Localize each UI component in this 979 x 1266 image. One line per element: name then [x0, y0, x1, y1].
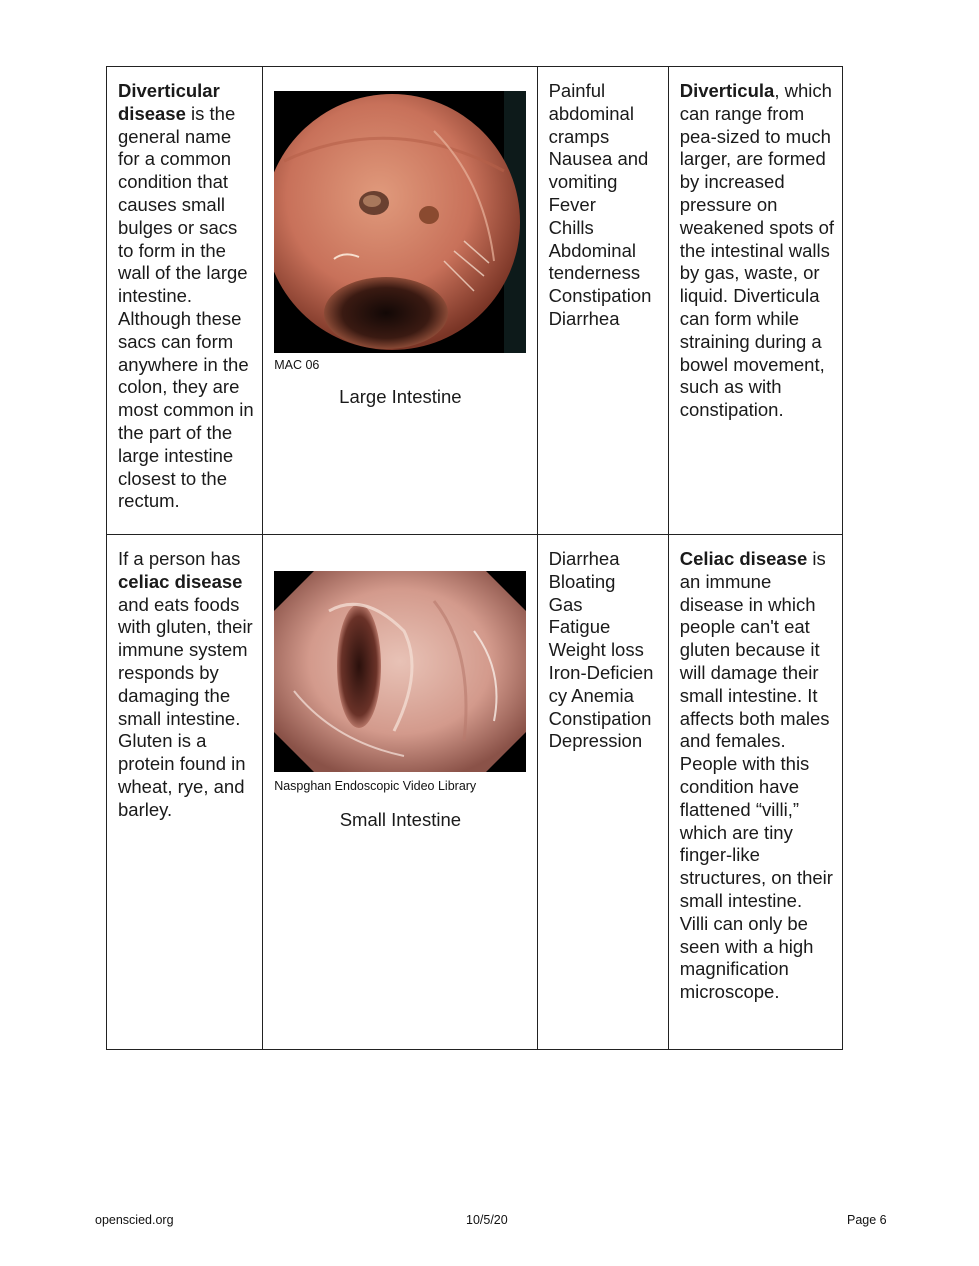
image-cell [263, 67, 537, 535]
description-text-lead: If a person has [118, 548, 241, 569]
image-credit: MAC 06 [274, 358, 320, 372]
footer-website: openscied.org [95, 1213, 174, 1227]
description-cell [107, 535, 263, 1050]
small-intestine-endoscopy-image [274, 571, 526, 772]
symptoms-cell [537, 67, 668, 535]
symptom-item: Bloating [548, 570, 616, 592]
description-cell [107, 67, 263, 535]
symptom-item: Abdominal tenderness [548, 239, 641, 284]
colon-endoscopy-image [274, 91, 526, 353]
image-cell [263, 535, 537, 1050]
image-caption: Large Intestine [339, 386, 462, 407]
term-bold: celiac disease [118, 570, 243, 592]
symptom-item: Painful abdominal cramps [548, 80, 634, 147]
symptom-item: Gas [548, 593, 583, 615]
term-bold: Celiac disease [679, 548, 808, 569]
symptom-item: Constipation [548, 707, 652, 729]
symptom-item: Nausea and vomiting [548, 148, 649, 193]
symptom-item: Constipation [548, 285, 652, 307]
description-text: and eats foods with gluten, their immune system responds by damaging the small intestine. Gluten is a protein found in wheat, rye, and barley. [118, 593, 253, 820]
table-row-diverticular [107, 67, 843, 535]
symptom-item: Fever [548, 193, 596, 215]
table-row-celiac [107, 535, 843, 1050]
notes-text: , which can range from pea-sized to much larger, are formed by increased pressure on weakened spots of the intestinal walls by gas, waste, or liquid. Diverticula can form while straining during a bowel movement, such as with constipation. [679, 80, 835, 421]
notes-text: is an immune disease in which people can't eat gluten because it will damage their small intestine. It affects both males and females. People with this condition have flattened “villi,” which are tiny finger-like structures, on their small intestine. Villi can only be seen with a high magnification microscope. [679, 548, 833, 1003]
footer-page-number: Page 6 [847, 1213, 887, 1227]
notes-cell [668, 67, 842, 535]
notes-cell [668, 535, 842, 1050]
symptom-item: Diarrhea [548, 548, 620, 569]
term-bold: Diverticular disease [118, 80, 220, 124]
symptom-item: Depression [548, 730, 643, 752]
footer-date: 10/5/20 [466, 1213, 508, 1227]
image-caption: Small Intestine [339, 809, 462, 830]
symptom-item: Weight loss [548, 639, 644, 661]
symptom-item: Diarrhea [548, 307, 620, 329]
condition-table [106, 66, 843, 1050]
image-credit: Naspghan Endoscopic Video Library [274, 779, 477, 793]
symptom-item: Iron-Deficiency Anemia [548, 661, 654, 706]
symptom-item: Fatigue [548, 616, 611, 638]
description-text: is the general name for a common condition that causes small bulges or sacs to form in the wall of the large intestine. Although these sacs can form anywhere in the colon, they are most common in the part of the large intestine closest to the rectum. [118, 102, 254, 512]
symptoms-cell [537, 535, 668, 1050]
term-bold: Diverticula [679, 80, 775, 101]
symptom-item: Chills [548, 216, 594, 238]
